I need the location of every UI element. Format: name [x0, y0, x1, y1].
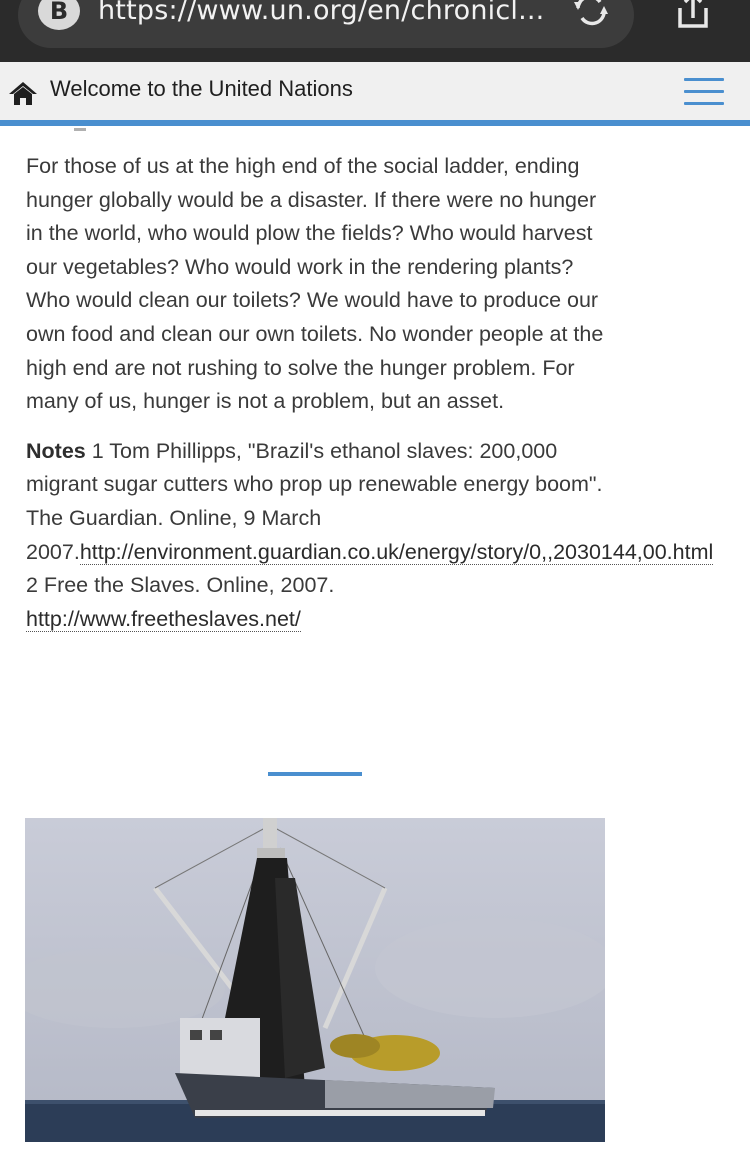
share-icon[interactable] [672, 0, 714, 34]
clipped-text-fragment [74, 128, 86, 131]
reload-icon[interactable] [570, 0, 612, 28]
menu-icon[interactable] [684, 78, 724, 106]
notes-label: Notes [26, 438, 86, 463]
note-1-text: 1 Tom Phillipps, "Brazil's ethanol slaves: 200,000 migrant sugar cutters who prop up renewable energy boom". The Guardian. Online, 9 March 2007. [26, 438, 603, 564]
article-body [26, 150, 714, 636]
section-divider [268, 772, 362, 776]
site-header [0, 62, 750, 120]
site-title[interactable]: Welcome to the United Nations [50, 76, 353, 101]
notes-section [26, 435, 714, 637]
note-1-link[interactable]: http://environment.guardian.co.uk/energy/story/0,,2030144,00.html [79, 539, 714, 564]
article-paragraph: For those of us at the high end of the social ladder, ending hunger globally would be a disaster. If there were no hunger in the world, who would plow the fields? Who would harvest our vegetables? Who would work in the rendering plants? Who would clean our toilets? We would have to produce our own food and clean our own toilets. No wonder people at the high end are not rushing to solve the hunger problem. For many of us, hunger is not a problem, but an asset. [26, 154, 604, 414]
site-badge: B [38, 0, 80, 30]
fishing-trawler-photo [25, 818, 605, 1142]
url-text[interactable]: https://www.un.org/en/chronicl... [98, 0, 545, 26]
note-2-link[interactable]: http://www.freetheslaves.net/ [26, 606, 301, 631]
browser-toolbar [0, 0, 750, 62]
header-accent-rule [0, 120, 750, 126]
note-2-text: 2 Free the Slaves. Online, 2007. [26, 573, 335, 598]
home-icon[interactable] [8, 80, 38, 106]
